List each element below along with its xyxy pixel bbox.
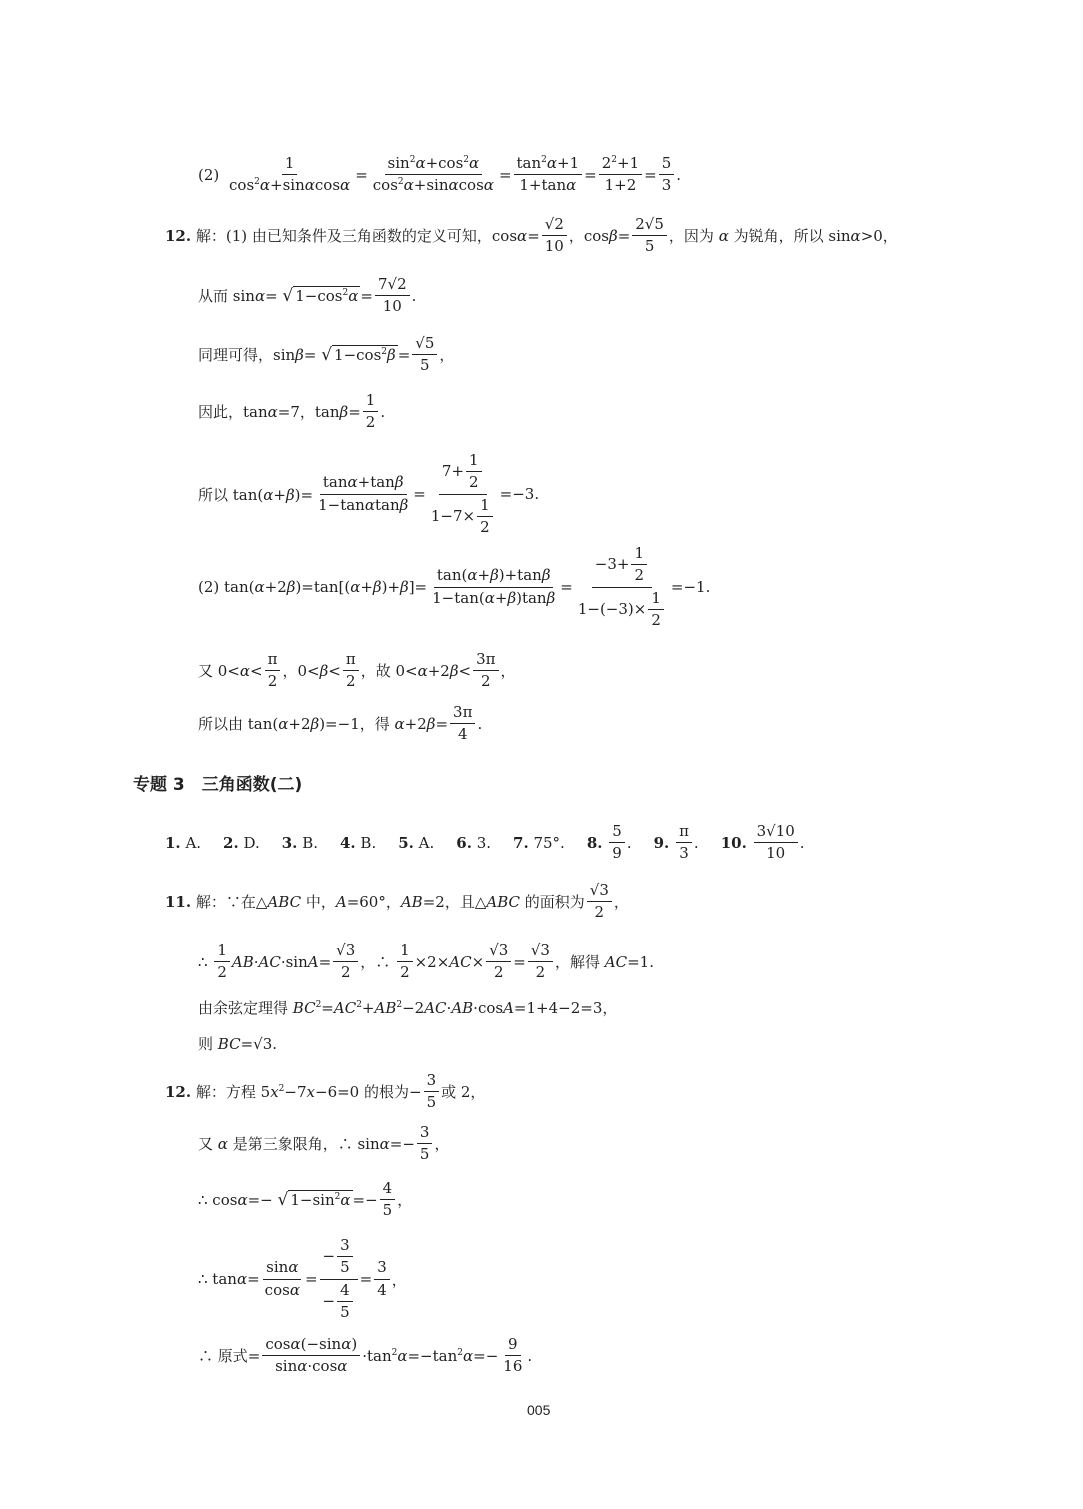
section-heading: 专题 3 三角函数(二) (133, 775, 303, 795)
problem-number: 12. (165, 226, 192, 245)
page-number: 005 (527, 1402, 551, 1418)
problem-12b-line1: 12. 解：方程 $5x^2-7x-6=0$ 的根为− $\frac{3}{5}$ 或 2， (165, 1071, 486, 1112)
answer-row: 1. A. 2. D. 3. B. 4. B. 5. A. 6. 3. 7. 75°. 8. 5 9 . 9. π 3 . 10. 3√10 10 . (165, 822, 805, 863)
problem-12b-line3: ∴ cosα=− √ $1-\sin^2\alpha$ =− $\frac{4}{5}$ ， (198, 1179, 413, 1220)
problem-12-line7: 又 0<α< π 2 ，0<β< π 2 ，故 0<α+2β< 3π 2 ， (198, 650, 516, 691)
problem-11-part2: (2) 1 $\cos^2\alpha+\sin\alpha\cos\alpha$ = $\sin^2\alpha+\cos^2\alpha$ $\cos^2\alpha+\sin\alpha\cos\alpha$ = $\tan^2\alpha+1$ 1+tanα = $2^2+1$ 1+2 = 5 3 . (198, 154, 682, 195)
problem-11-line1: 11. 解：∵在△ABC 中，A=60°，AB=2，且△ABC 的面积为 √3 2 ， (165, 881, 629, 922)
problem-12-line4: 因此，tanα=7，tanβ= $\frac{1}{2}$ . (198, 391, 386, 432)
problem-12b-line4: ∴ tanα= $\frac{\sin\alpha}{\cos\alpha}$ = − 3 5 − 4 5 = 3 4 ， (198, 1236, 407, 1321)
problem-11-line2: ∴ 1 2 AB·AC·sinA= $\frac{√3}{2}$ ，∴ $\frac{1}{2}$ ×2×AC× $\frac{√3}{2}$ = √3 2 ，解得 AC=1. (198, 941, 654, 982)
problem-12-line5: 所以 tan(α+β)= $\frac{\tan\alpha+\tan\beta}{1-\tan\alpha\tan\beta}$ = 7+ 1 2 1−7× 1 2 =−3. (198, 451, 540, 536)
problem-12b-line5: ∴ 原式= $\frac{\cos\alpha(-\sin\alpha)}{\sin\alpha\cdot\cos\alpha}$ $\cdot\tan^2\alpha=-\tan^2\alpha=-$ $\frac{9}{16}$ . (198, 1335, 533, 1376)
problem-12-line8: 所以由 tan(α+2β)=−1，得 α+2β= $\frac{3\pi}{4}$ . (198, 703, 483, 744)
part-label: (2) (198, 165, 225, 184)
problem-11-line4: 则 BC=√3. (198, 1035, 278, 1053)
problem-12-line1: 12. 解：(1) 由已知条件及三角函数的定义可知，cosα= $\frac{√2}{10}$ ，cosβ= $\frac{2√5}{5}$ ，因为 α 为锐角，所以 sinα>0， (165, 215, 898, 256)
problem-12-line2: 从而 sinα= √ $1-\cos^2\alpha$ = $\frac{7√2}{10}$ . (198, 275, 417, 316)
problem-12-part2: (2) tan(α+2β)=tan[(α+β)+β]= $\frac{\tan(\alpha+\beta)+\tan\beta}{1-\tan(\alpha+\beta)\tan\beta}$ = −3+ 1 2 1−(−3)× 1 2 =−1. (198, 544, 711, 629)
problem-11-line3: 由余弦定理得 $BC^2=AC^2+AB^2-2AC\cdot AB\cdot\cos A=1+4-2=3$， (198, 999, 618, 1017)
problem-12b-line2: 又 α 是第三象限角，∴ sinα=− $\frac{3}{5}$ ， (198, 1123, 450, 1164)
problem-12-line3: 同理可得，sinβ= √ $1-\cos^2\beta$ = $\frac{√5}{5}$ ， (198, 334, 455, 375)
